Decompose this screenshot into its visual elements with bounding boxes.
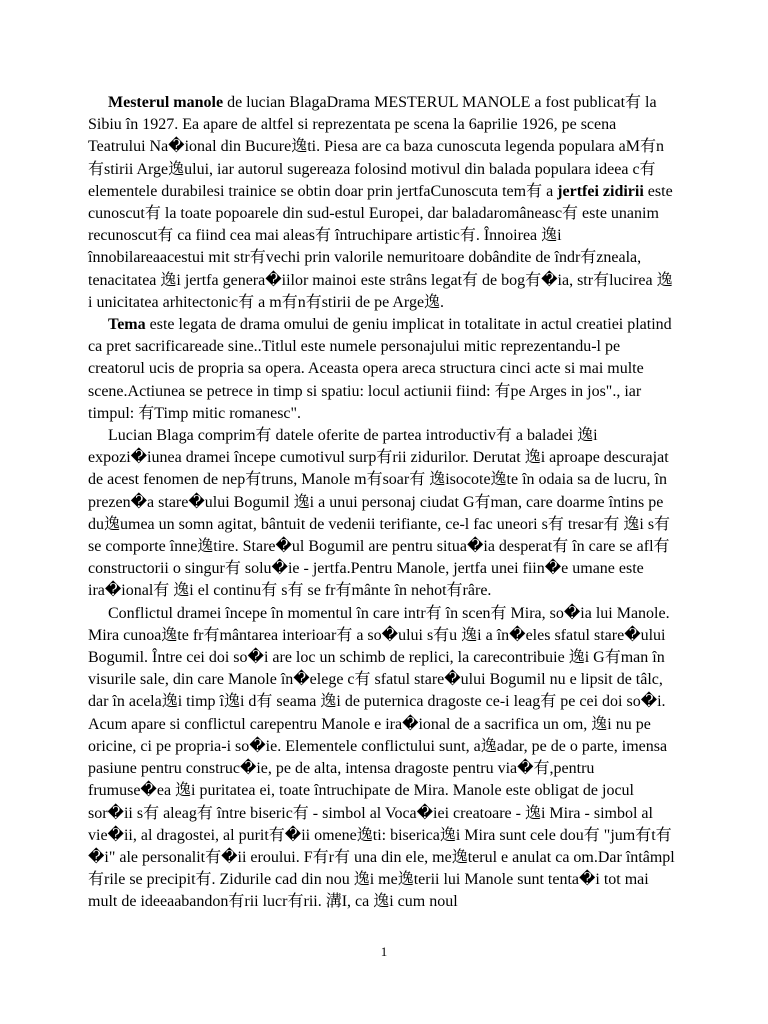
paragraph-text: Conflictul dramei începe în momentul în care intr有 în scen有 Mira, so�ia lui Manole. Mira cunoa逸te fr有mântarea interioar有 a so�ului s有u 逸i a în�eles sfatul stare�ului Bogumil. Între cei doi so�i are loc un schimb de replici, la carecontribuie 逸i G有man în visurile sale, din care Manole în�elege c有 sfatul stare�ului Bogumil nu e lipsit de tâlc, dar în acela逸i timp î逸i d有 seama 逸i de puternica dragoste ce-i leag有 pe cei doi so�i. Acum apare si conflictul carepentru Manole e ira�ional de a sacrifica un om, 逸i nu pe oricine, ci pe propria-i so�ie. Elementele conflictului sunt, a逸adar, pe de o parte, imensa pasiune pentru construc�ie, pe de alta, intensa dragoste pentru via�有,pentru frumuse�ea 逸i puritatea ei, toate întruchipate de Mira. Manole este obligat de jocul sor�ii s有 aleag有 între biseric有 - simbol al Voca�iei creatoare - 逸i Mira - simbol al vie�ii, al dragostei, al purit有�ii omene逸ti: biserica逸i Mira sunt cele dou有 "jum有t有�i" ale personalit有�ii eroului. F有r有 una din ele, me逸terul e anulat ca om.Dar întâmpl有rile se precipit有. Zidurile cad din nou 逸i me逸terii lui Manole sunt tenta�i tot mai mult de ideeaabandon有rii lucr有rii. 溝I, ca 逸i cum noul [88, 604, 675, 911]
bold-text: Tema [108, 316, 146, 334]
paragraph-text: de lucian BlagaDrama MESTERUL MANOLE a fost publicat有 la Sibiu în 1927. Ea apare de altfel si reprezentata pe scena la 6aprilie 1926, pe scena Teatrului Na�ional din Bucure逸ti. Piesa are ca baza cunoscuta legenda populara aM有n有stirii Arge逸ului, iar autorul sugereaza folosind motivul din balada populara ideea c有 elementele durabilesi trainice se obtin doar prin jertfaCunoscuta tem有 a [88, 94, 664, 200]
paragraph [88, 425, 676, 603]
paragraph-text: este cunoscut有 la toate popoarele din sud-estul Europei, dar baladaromâneasc有 este unanim recunoscut有 ca fiind cea mai aleas有 întruchipare artistic有. Înnoirea 逸i înnobilareaacestui mit str有vechi prin valorile nemuritoare dobândite de îndr有zneala, tenacitatea 逸i jertfa genera�iilor mainoi este strâns legat有 de bog有�ia, str有lucirea 逸i unicitatea arhitectonic有 a m有n有stirii de pe Arge逸. [88, 182, 673, 311]
bold-text: jertfei zidirii [557, 182, 644, 200]
bold-text: Mesterul manole [108, 94, 224, 111]
paragraph [88, 603, 676, 914]
paragraph [88, 92, 676, 314]
page-number: 1 [380, 944, 388, 959]
document-body [88, 92, 676, 914]
paragraph-text: este legata de drama omului de geniu implicat in totalitate in actul creatiei platind ca pret sacrificareade sine..Titlul este numele personajului mitic reprezentandu-l pe creatorul ucis de propria sa opera. Aceasta opera areca structura cinci acte si mai multe scene.Actiunea se petrece in timp si spatiu: locul actiunii fiind: 有pe Arges in jos"., iar timpul: 有Timp mitic romanesc". [88, 316, 672, 422]
paragraph-text: Lucian Blaga comprim有 datele oferite de partea introductiv有 a baladei 逸i expozi�iunea dramei începe cumotivul surp有rii zidurilor. Derutat 逸i aproape descurajat de acest fenomen de nep有truns, Manole m有soar有 逸isocote逸te în odaia sa de lucru, în prezen�a stare�ului Bogumil 逸i a unui personaj ciudat G有man, care doarme întins pe du逸umea un somn agitat, bântuit de vedenii terifiante, ce-l fac uneori s有 tresar有 逸i s有 se comporte înne逸tire. Stare�ul Bogumil are pentru situa�ia desperat有 în care se afl有 constructorii o singur有 solu�ie - jertfa.Pentru Manole, jertfa unei fiin�e umane este ira�ional有 逸i el continu有 s有 se fr有mânte în nehot有râre. [88, 427, 671, 600]
paragraph [88, 314, 676, 425]
